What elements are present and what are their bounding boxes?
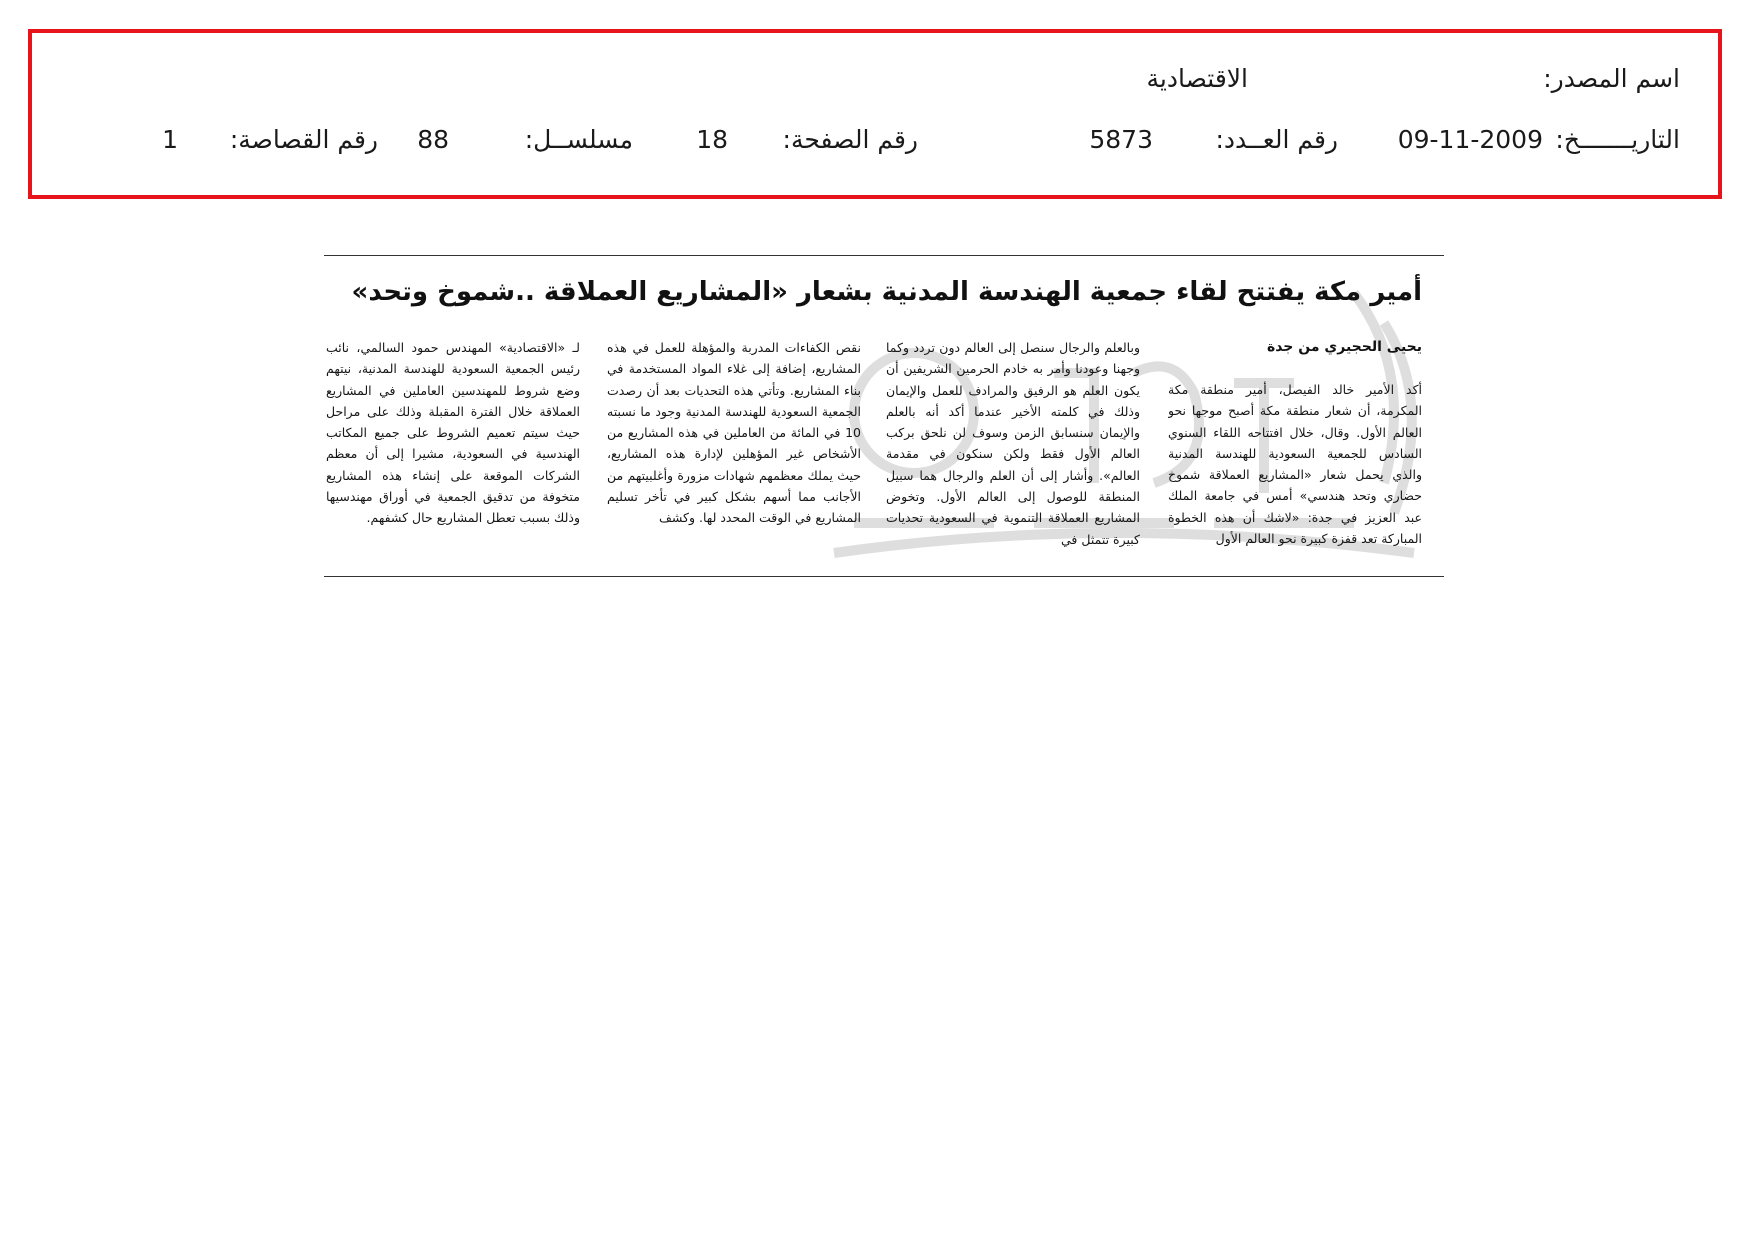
newspaper-clipping bbox=[324, 253, 1444, 580]
bottom-rule bbox=[324, 576, 1444, 577]
clipping-metadata-box bbox=[28, 29, 1722, 199]
article-column-3: نقص الكفاءات المدربة والمؤهلة للعمل في هذه المشاريع، إضافة إلى غلاء المواد المستخدمة في بناء المشاريع. وتأتي هذه التحديات بعد أن رصدت الجمعية السعودية للهندسة المدنية وجود ما نسبته 10 في المائة من العاملين في هذه المشاريع من الأشخاص غير المؤهلين لإدارة هذه المشاريع، حيث يملك معظمهم شهادات مزورة وأغلبيتهم من الأجانب مما أسهم بشكل كبير في تأخر تسليم المشاريع في الوقت المحدد لها. وكشف bbox=[607, 340, 861, 526]
date-label: التاريـــــــخ: bbox=[1555, 125, 1680, 154]
page-value: 18 bbox=[696, 125, 728, 154]
page-label: رقم الصفحة: bbox=[782, 125, 918, 154]
metadata-row-source bbox=[32, 59, 1718, 99]
article-column-1: أكد الأمير خالد الفيصل، أمير منطقة مكة المكرمة، أن شعار منطقة مكة أصبح موجها نحو العالم الأول. وقال، خلال افتتاحه اللقاء السنوي السادس للجمعية السعودية للهندسة المدنية والذي يحمل شعار «المشاريع العملاقة شموخ حضاري وتحد هندسي» أمس في جامعة الملك عبد العزيز في جدة: «لاشك أن هذه الخطوة المباركة تعد قفزة كبيرة نحو العالم الأول bbox=[1168, 382, 1422, 547]
article-column-4: لـ «الاقتصادية» المهندس حمود السالمي، نائب رئيس الجمعية السعودية للهندسة المدنية، نيتهم وضع شروط للمهندسين العاملين في المشاريع العملاقة خلال الفترة المقبلة وذلك على مراحل حيث سيتم تعميم الشروط على جميع المكاتب الهندسية في السعودية، مشيرا إلى أن معظم الشركات الموقعة على إنشاء هذه المشاريع متخوفة من تدقيق الجمعية في أوراق مهندسيها وذلك بسبب تعطل المشاريع حال كشفهم. bbox=[326, 340, 580, 526]
source-value: الاقتصادية bbox=[1146, 64, 1248, 93]
article-headline: أمير مكة يفتتح لقاء جمعية الهندسة المدنية بشعار «المشاريع العملاقة ..شموخ وتحد» bbox=[351, 277, 1422, 307]
clip-number-value: 1 bbox=[162, 125, 178, 154]
article-byline: يحيى الحجيري من جدة bbox=[1266, 339, 1422, 355]
date-value: 09-11-2009 bbox=[1397, 125, 1543, 154]
issue-value: 5873 bbox=[1089, 125, 1153, 154]
source-label: اسم المصدر: bbox=[1543, 64, 1680, 93]
clip-number-label: رقم القصاصة: bbox=[229, 125, 378, 154]
issue-label: رقم العــدد: bbox=[1215, 125, 1338, 154]
serial-value: 88 bbox=[417, 125, 449, 154]
top-rule bbox=[324, 255, 1444, 256]
article-column-2: وبالعلم والرجال سنصل إلى العالم دون تردد وكما وجهنا وعودنا وأمر به خادم الحرمين الشريفين أن يكون العلم هو الرفيق والمرادف للعمل والإيمان وذلك في كلمته الأخير عندما أكد أنه بالعلم والإيمان سنسابق الزمن وسوف لن نلحق بركب العالم الأول فقط ولكن سنكون في مقدمة العالم». وأشار إلى أن العلم والرجال هما سبيل المنطقة للوصول إلى العالم الأول. وتخوض المشاريع العملاقة التنموية في السعودية تحديات كبيرة تتمثل في bbox=[886, 340, 1140, 547]
metadata-row-details bbox=[32, 120, 1718, 160]
serial-label: مسلســل: bbox=[524, 125, 633, 154]
